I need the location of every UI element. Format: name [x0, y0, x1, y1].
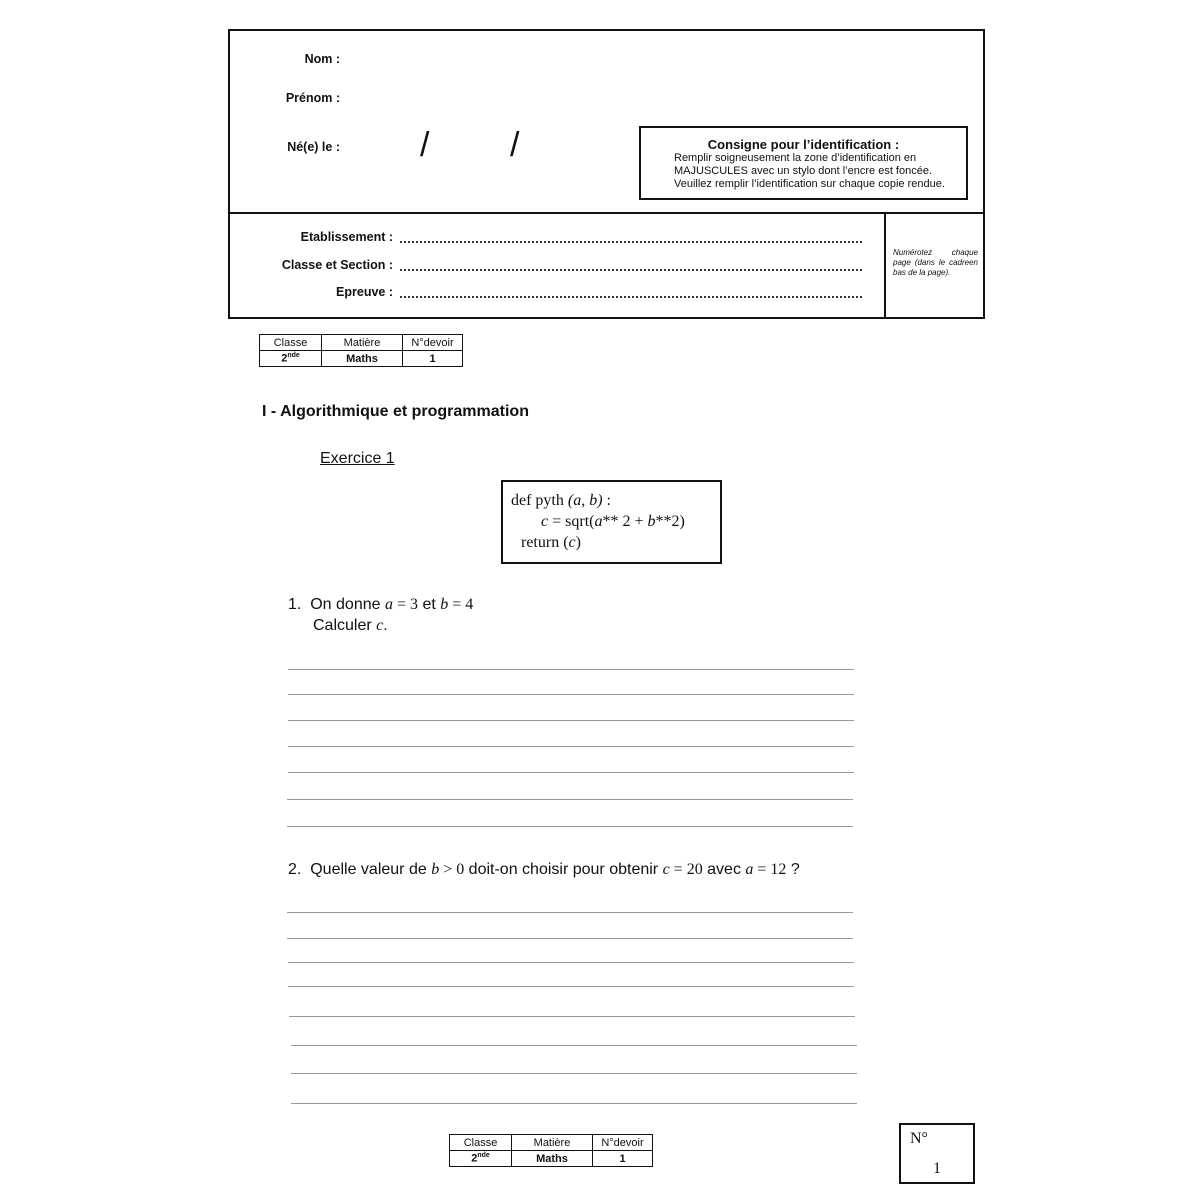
answer-line — [287, 826, 853, 827]
q-text: On donne — [310, 596, 385, 613]
q-math: = 3 — [392, 596, 418, 613]
question-2 — [288, 861, 800, 879]
classe-sup: nde — [477, 1152, 490, 1160]
answer-line — [288, 962, 854, 963]
classe-sup: nde — [287, 352, 300, 360]
consigne-line: Remplir soigneusement la zone d’identification en — [674, 152, 917, 164]
q-math: a — [745, 861, 754, 878]
code-text: b — [647, 513, 656, 530]
q-text: et — [418, 596, 441, 613]
code-text: ) — [575, 534, 581, 551]
epreuve-field[interactable] — [400, 296, 862, 298]
q-text: Calculer — [313, 617, 377, 634]
header-devoir: N°devoir — [403, 335, 463, 351]
q-text: doit-on choisir pour obtenir — [464, 861, 663, 878]
q-math: b — [431, 861, 440, 878]
answer-line — [288, 746, 854, 747]
q-text: avec — [702, 861, 746, 878]
nom-label: Nom : — [304, 52, 340, 66]
code-line — [511, 490, 720, 511]
code-line — [511, 511, 720, 532]
header-classe: Classe — [450, 1135, 512, 1151]
exercise-title: Exercice 1 — [320, 450, 395, 467]
date-separator: / — [420, 126, 430, 164]
divider — [884, 212, 886, 318]
code-text: = sqrt( — [548, 513, 595, 530]
classe-section-field[interactable] — [400, 269, 862, 271]
question-1 — [288, 594, 473, 636]
code-text: **2) — [655, 513, 685, 530]
question-number: 1. — [288, 596, 302, 613]
answer-line — [288, 694, 854, 695]
code-box — [501, 480, 722, 564]
code-text: c — [568, 534, 576, 551]
answer-line — [288, 669, 854, 670]
classe-num: 2 — [281, 352, 288, 365]
answer-line — [288, 720, 854, 721]
etablissement-field[interactable] — [400, 241, 862, 243]
page-number-label: N° — [910, 1130, 928, 1147]
q-text: . — [383, 617, 388, 634]
answer-line — [291, 1073, 857, 1074]
etablissement-label: Etablissement : — [300, 230, 393, 244]
q-math: c — [662, 861, 670, 878]
matiere-value: Maths — [322, 351, 403, 367]
numerotez-note: Numérotez chaque page (dans le cadreen bas de la page). — [893, 248, 978, 277]
classe-num: 2 — [471, 1152, 478, 1165]
code-text: : — [602, 492, 611, 509]
header-classe: Classe — [260, 335, 322, 351]
answer-line — [291, 1103, 857, 1104]
answer-line — [287, 799, 853, 800]
epreuve-label: Epreuve : — [336, 285, 393, 299]
q-text: ? — [786, 861, 800, 878]
answer-line — [287, 912, 853, 913]
q-math: = 20 — [669, 861, 703, 878]
q-math: = 4 — [448, 596, 474, 613]
devoir-value: 1 — [403, 351, 463, 367]
code-text: (a, b) — [567, 492, 603, 509]
classe-value — [450, 1151, 512, 1167]
answer-line — [289, 1016, 855, 1017]
meta-table — [259, 334, 463, 367]
consigne-line: Veuillez remplir l’identification sur chaque copie rendue. — [674, 178, 945, 190]
answer-line — [288, 772, 854, 773]
answer-line — [291, 1045, 857, 1046]
consigne-line: MAJUSCULES avec un stylo dont l’encre est foncée. — [674, 165, 933, 177]
q-text: Quelle valeur de — [310, 861, 432, 878]
consigne-box — [639, 126, 968, 200]
prenom-label: Prénom : — [285, 91, 340, 105]
classe-value — [260, 351, 322, 367]
section-title: I - Algorithmique et programmation — [262, 403, 529, 420]
meta-table-bottom — [449, 1134, 653, 1167]
page-number-box — [899, 1123, 975, 1184]
consigne-title: Consigne pour l’identification : — [707, 137, 900, 152]
classe-section-label: Classe et Section : — [281, 258, 393, 272]
code-text: a — [594, 513, 603, 530]
ne-le-label: Né(e) le : — [287, 140, 340, 154]
answer-line — [287, 938, 853, 939]
q-math: > 0 — [439, 861, 465, 878]
code-text: c — [541, 513, 549, 530]
q-math: a — [384, 596, 393, 613]
code-text: return ( — [521, 534, 569, 551]
header-matiere: Matière — [512, 1135, 593, 1151]
header-devoir: N°devoir — [593, 1135, 653, 1151]
date-separator: / — [510, 126, 520, 164]
header-matiere: Matière — [322, 335, 403, 351]
question-number: 2. — [288, 861, 302, 878]
matiere-value: Maths — [512, 1151, 593, 1167]
devoir-value: 1 — [593, 1151, 653, 1167]
q-math: = 12 — [753, 861, 787, 878]
code-text: ** 2 + — [602, 513, 648, 530]
q-math: c — [376, 617, 384, 634]
code-text: def pyth — [511, 492, 568, 509]
code-line — [511, 532, 720, 553]
q-math: b — [440, 596, 449, 613]
divider — [228, 212, 985, 214]
answer-line — [288, 986, 854, 987]
page-number-value: 1 — [933, 1160, 941, 1177]
